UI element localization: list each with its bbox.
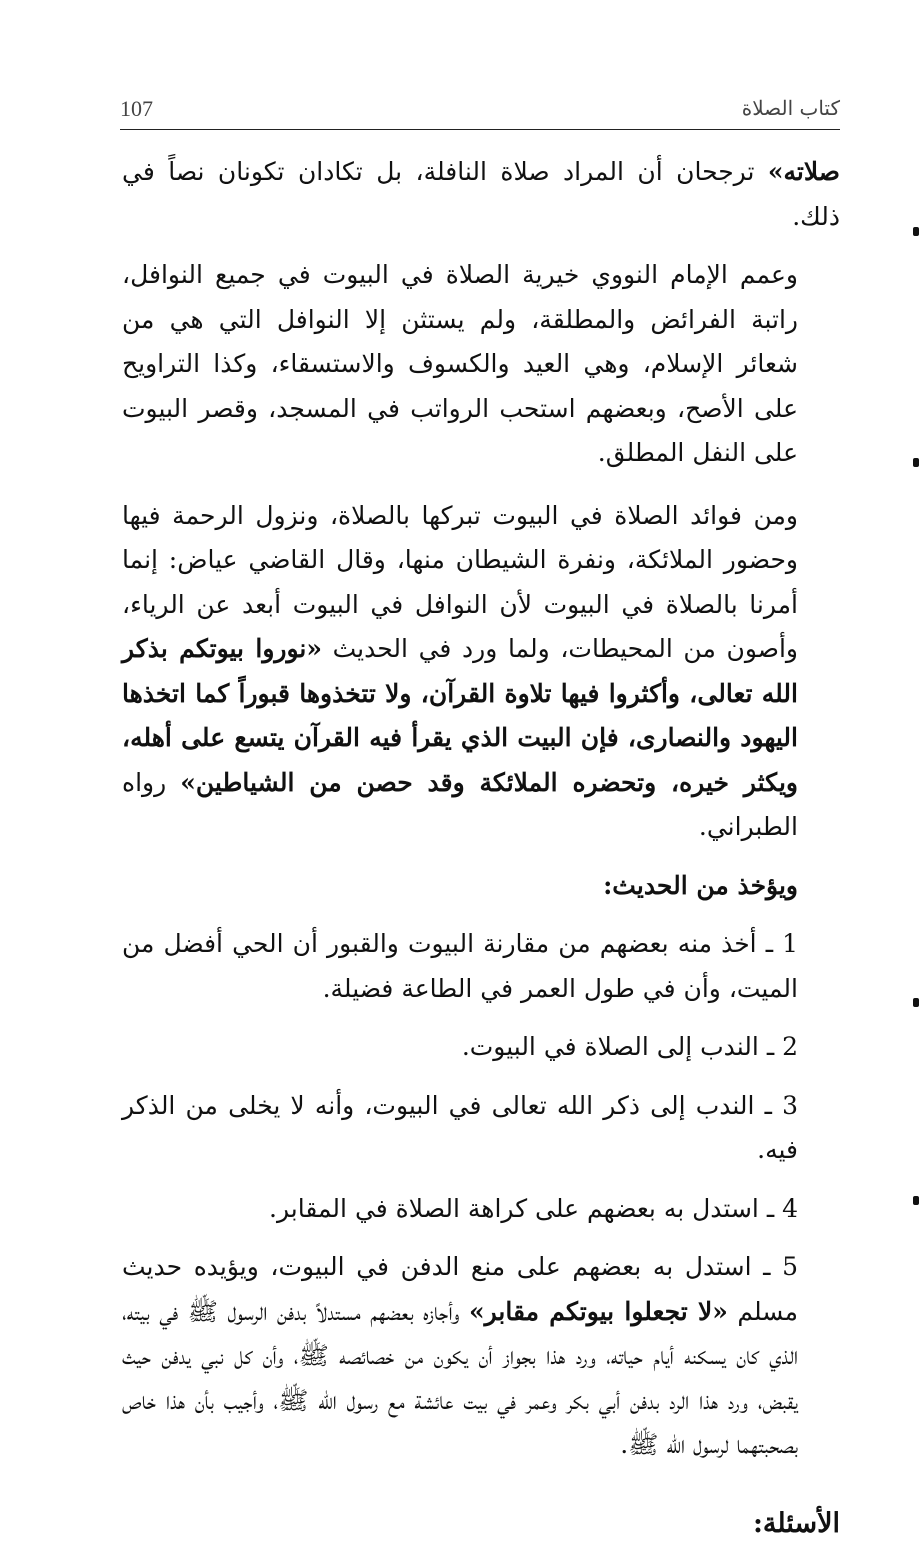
paragraph-1 bbox=[122, 150, 840, 239]
paragraph-1-bold: صلاته» bbox=[768, 157, 840, 186]
page-body bbox=[122, 150, 840, 1546]
paragraph-1-text: ترجحان أن المراد صلاة النافلة، بل تكادان تكونان نصاً في ذلك. bbox=[122, 157, 840, 231]
lesson-item-5 bbox=[122, 1245, 840, 1468]
margin-mark bbox=[913, 227, 919, 236]
lesson-item-2: 2 ـ الندب إلى الصلاة في البيوت. bbox=[122, 1025, 840, 1070]
questions-heading: الأسئلة: bbox=[122, 1502, 840, 1546]
lesson-item-5-quote: «لا تجعلوا بيوتكم مقابر» bbox=[469, 1297, 728, 1326]
paragraph-3 bbox=[122, 494, 840, 850]
page-header bbox=[120, 96, 840, 126]
paragraph-3-end: رواه الطبراني. bbox=[122, 768, 798, 842]
margin-mark bbox=[913, 1196, 919, 1205]
margin-mark bbox=[913, 458, 919, 467]
paragraph-2: وعمم الإمام النووي خيرية الصلاة في البيوت في جميع النوافل، راتبة الفرائض والمطلقة، ولم يستثن إلا النوافل التي هي من شعائر الإسلام، وهي العيد والكسوف والاستسقاء، وكذا التراويح على الأصح، وبعضهم استحب الرواتب في المسجد، وقصر البيوت على النفل المطلق. bbox=[122, 253, 840, 476]
lesson-item-1: 1 ـ أخذ منه بعضهم من مقارنة البيوت والقبور أن الحي أفضل من الميت، وأن في طول العمر في الطاعة فضيلة. bbox=[122, 922, 840, 1011]
lesson-item-4: 4 ـ استدل به بعضهم على كراهة الصلاة في المقابر. bbox=[122, 1187, 840, 1232]
paragraph-3-text: ومن فوائد الصلاة في البيوت تبركها بالصلاة، ونزول الرحمة فيها وحضور الملائكة، ونفرة الشيطان منها، وقال القاضي عياض: إنما أمرنا بالصلاة في البيوت لأن النوافل في البيوت أبعد عن الرياء، وأصون من المحيطات، ولما ورد في الحديث bbox=[122, 501, 798, 664]
page-number: 107 bbox=[120, 96, 153, 122]
margin-mark bbox=[913, 998, 919, 1007]
lesson-item-5-text-b: وأجازه بعضهم مستدلاً بدفن الرسول ﷺ في بيته، الذي كان يسكنه أيام حياته، ورد هذا بجواز أن يكون من خصائصه ﷺ، وأن كل نبي يدفن حيث يقبض، ورد هذا الرد بدفن أبي بكر وعمر في بيت عائشة مع رسول الله ﷺ، وأجيب بأن هذا خاص بصحبتهما لرسول الله ﷺ. bbox=[122, 1297, 798, 1460]
running-title: كتاب الصلاة bbox=[742, 96, 840, 120]
hadith-quote: «نوروا بيوتكم بذكر الله تعالى، وأكثروا فيها تلاوة القرآن، ولا تتخذوها قبوراً كما اتخذها اليهود والنصارى، فإن البيت الذي يقرأ فيه القرآن يتسع على أهله، ويكثر خيره، وتحضره الملائكة وقد حصن من الشياطين» bbox=[122, 634, 798, 797]
lessons-heading: ويؤخذ من الحديث: bbox=[122, 864, 840, 909]
header-divider bbox=[120, 129, 840, 130]
lesson-item-3: 3 ـ الندب إلى ذكر الله تعالى في البيوت، وأنه لا يخلى من الذكر فيه. bbox=[122, 1084, 840, 1173]
lesson-item-5-text-a: 5 ـ استدل به بعضهم على منع الدفن في البيوت، ويؤيده حديث مسلم bbox=[122, 1252, 798, 1326]
